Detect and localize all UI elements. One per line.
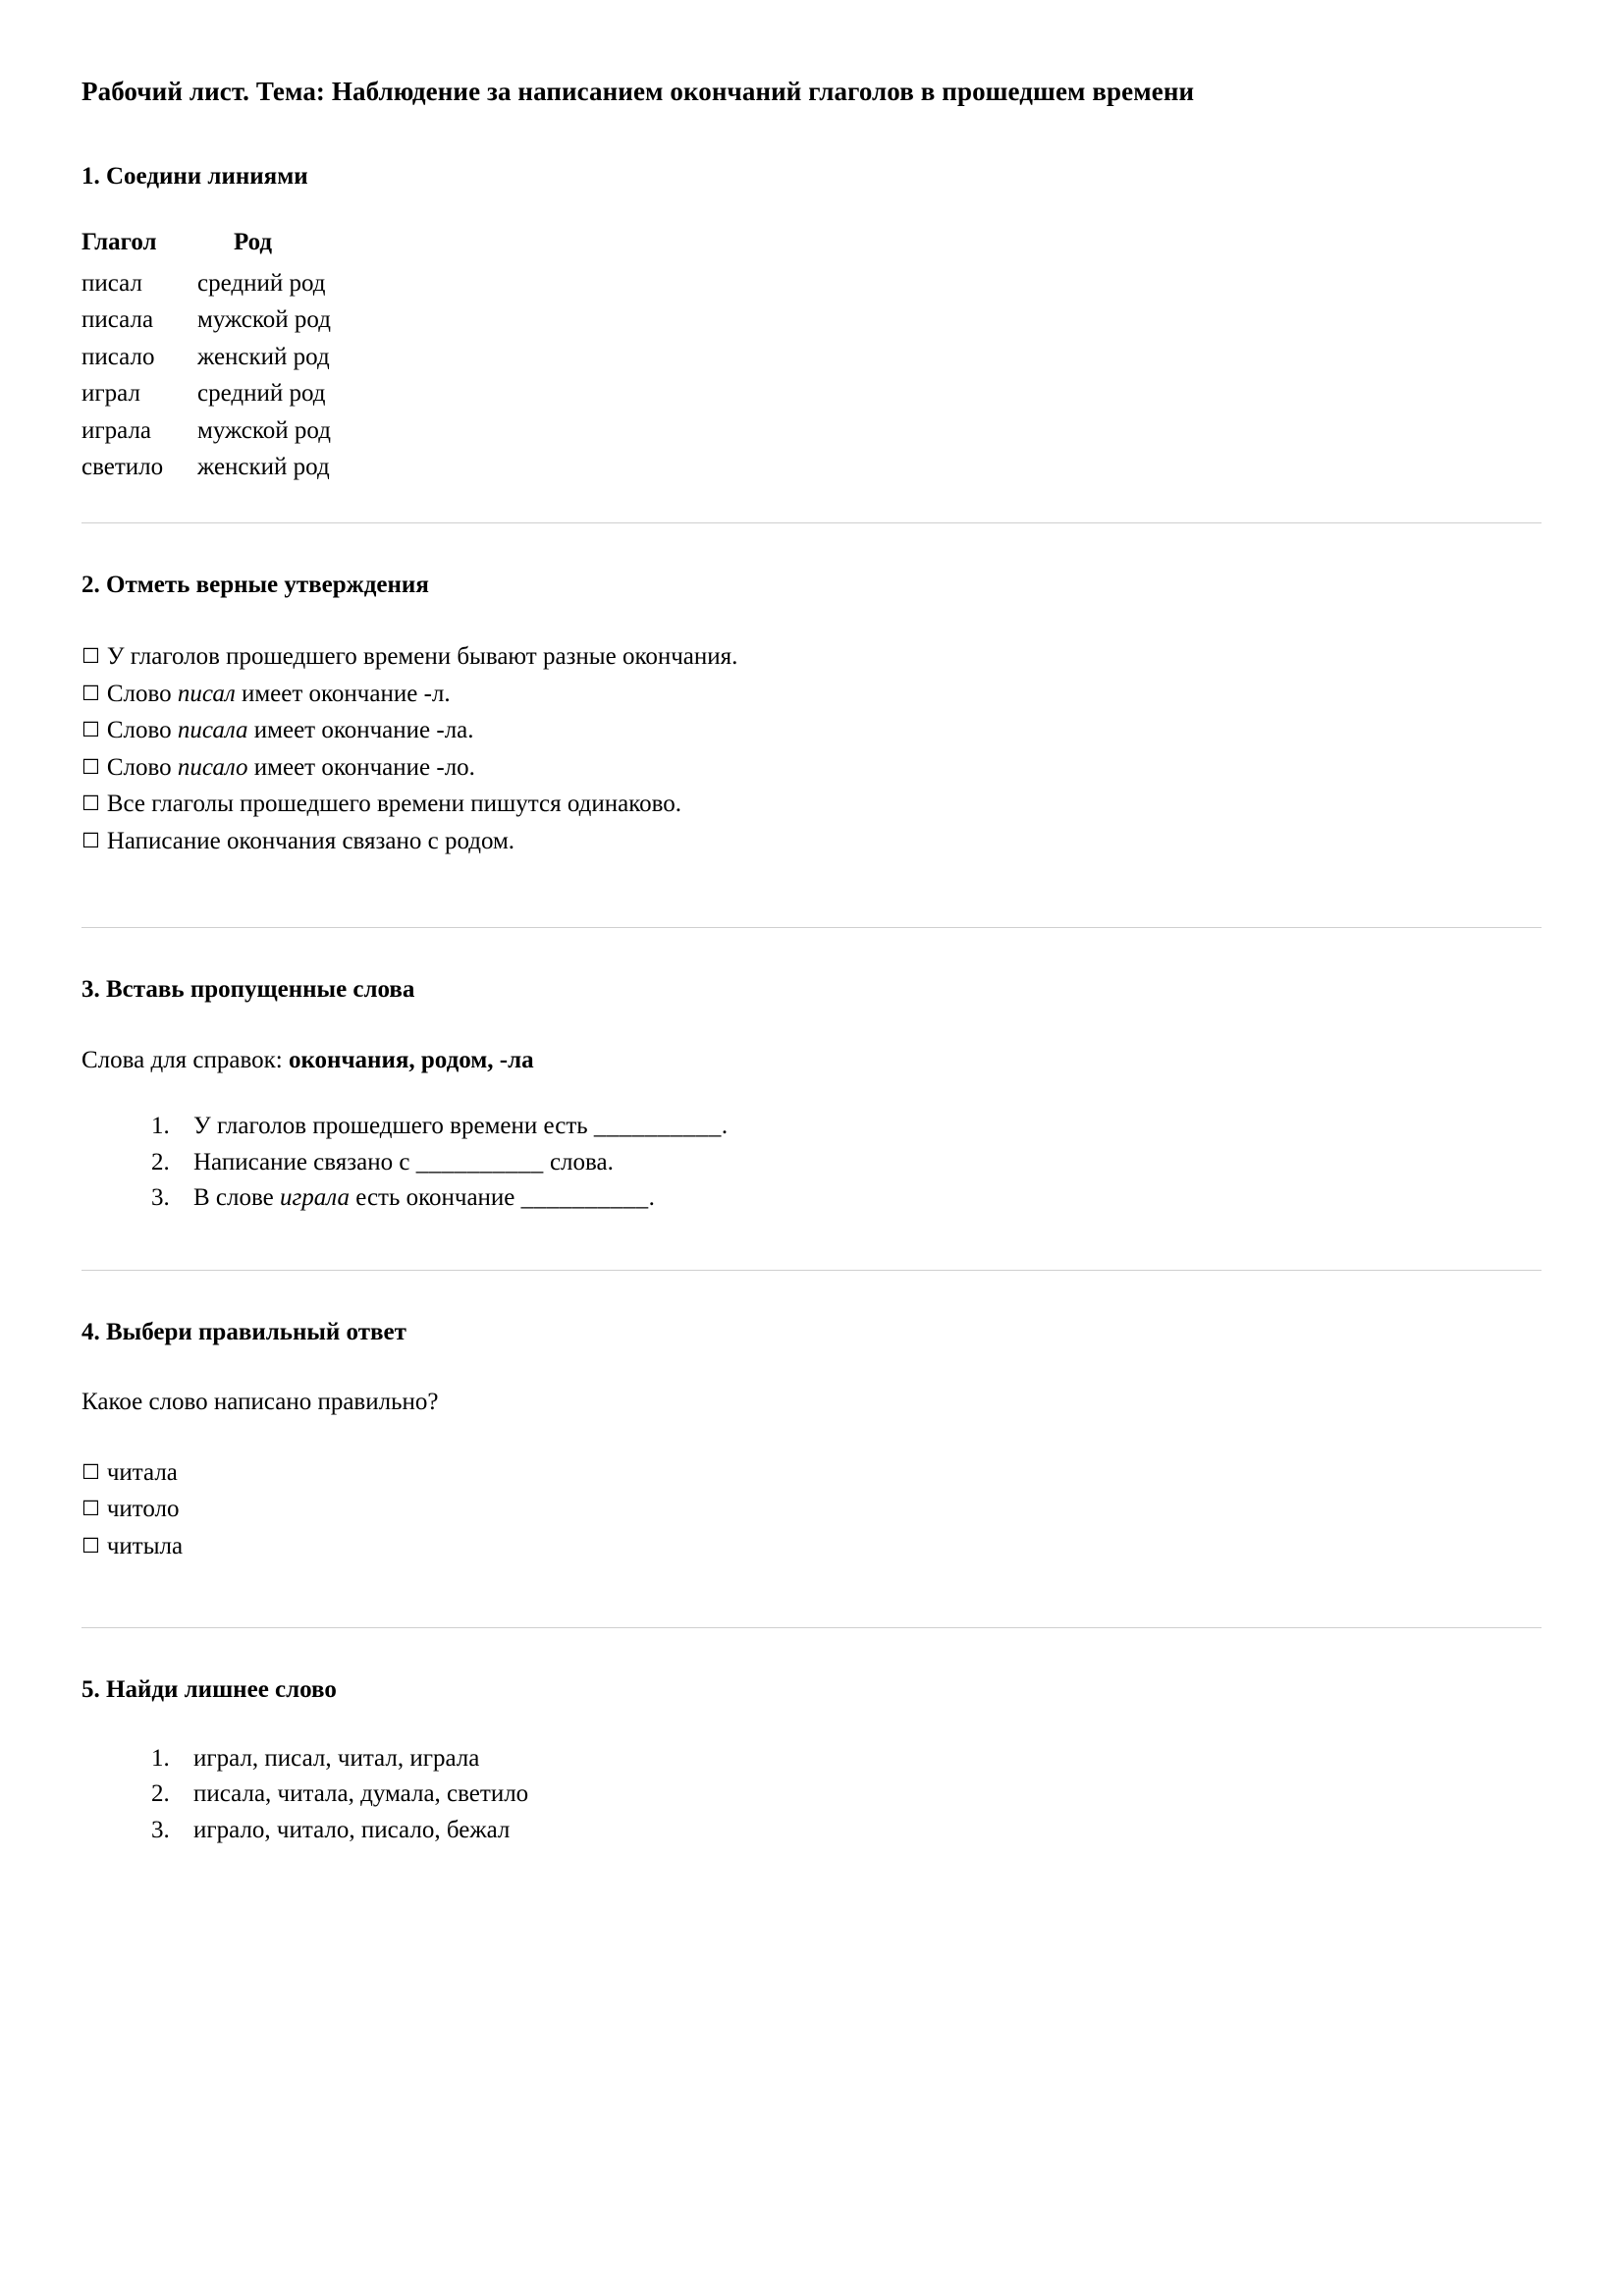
sentence-after: слова.	[543, 1148, 614, 1175]
checkbox-icon[interactable]: ☐	[81, 718, 100, 742]
statement-text-italic: писал	[177, 680, 236, 707]
checkbox-icon[interactable]: ☐	[81, 1497, 100, 1521]
list-item[interactable]	[176, 1109, 1542, 1144]
cell-verb[interactable]: играла	[81, 416, 152, 444]
sentence-italic: играла	[280, 1184, 350, 1212]
answer-blank[interactable]: __________	[415, 1148, 544, 1175]
checkbox-list-item[interactable]	[81, 1528, 1542, 1565]
option-label: читала	[106, 1458, 178, 1486]
table-row[interactable]	[81, 449, 331, 486]
task-4-option-list	[81, 1454, 1542, 1565]
statement-text-before: Все глаголы прошедшего времени пишутся одинаково.	[106, 791, 681, 818]
statement-text-before: Написание окончания связано с родом.	[106, 827, 515, 854]
checkbox-list-item[interactable]	[81, 638, 1542, 676]
table-header-row	[81, 229, 331, 265]
verb-gender-table	[81, 229, 331, 486]
page-title: Рабочий лист. Тема: Наблюдение за написанием окончаний глаголов в прошедшем времени	[81, 77, 1195, 106]
statement-text-italic: писало	[177, 753, 248, 781]
option-label: читыла	[106, 1532, 184, 1559]
checkbox-icon[interactable]: ☐	[81, 828, 100, 852]
statement-text-after: имеет окончание -ло.	[247, 753, 475, 781]
sentence-before: В слове	[193, 1184, 281, 1212]
cell-gender[interactable]: средний род	[197, 380, 326, 408]
list-item[interactable]: 2. писала, читала, думала, светило	[176, 1777, 1542, 1812]
task-3-fill-in-list	[81, 1109, 1542, 1216]
sentence-before: Написание связано с	[193, 1148, 416, 1175]
task-4-heading: 4. Выбери правильный ответ	[81, 1318, 406, 1345]
checkbox-list-item[interactable]	[81, 749, 1542, 787]
cell-verb[interactable]: играл	[81, 380, 140, 408]
cell-gender[interactable]: женский род	[197, 454, 330, 481]
checkbox-list-item[interactable]	[81, 676, 1542, 713]
section-task-3	[81, 928, 1542, 1271]
statement-text-after: имеет окончание -ла.	[247, 717, 474, 744]
reference-words-values: окончания, родом, -ла	[288, 1046, 534, 1073]
table-row[interactable]	[81, 339, 331, 376]
task-5-word-group-list	[81, 1741, 1542, 1848]
cell-verb[interactable]: писало	[81, 343, 155, 370]
list-item[interactable]: 3. играло, читало, писало, бежал	[176, 1813, 1542, 1848]
statement-text-before: Слово	[106, 753, 178, 781]
table-row[interactable]	[81, 375, 331, 412]
list-item[interactable]: 1. играл, писал, читал, играла	[176, 1741, 1542, 1777]
option-label: читоло	[106, 1496, 180, 1523]
sentence-after: .	[721, 1113, 729, 1140]
column-header-verb: Глагол	[81, 228, 157, 255]
sentence-after: .	[648, 1184, 655, 1212]
task-3-heading: 3. Вставь пропущенные слова	[81, 976, 415, 1004]
column-header-gender: Род	[234, 228, 273, 255]
statement-text-before: Слово	[106, 680, 178, 707]
answer-blank[interactable]: __________	[593, 1113, 722, 1140]
checkbox-list-item[interactable]	[81, 712, 1542, 749]
cell-verb[interactable]: светило	[81, 454, 164, 481]
cell-verb[interactable]: писала	[81, 306, 154, 334]
cell-gender[interactable]: мужской род	[197, 306, 331, 334]
statement-text-before: Слово	[106, 717, 178, 744]
section-task-1	[81, 109, 1542, 523]
task-4-question: Какое слово написано правильно?	[81, 1389, 439, 1416]
table-row[interactable]	[81, 265, 331, 302]
cell-gender[interactable]: женский род	[197, 343, 330, 370]
section-task-4	[81, 1271, 1542, 1629]
checkbox-icon[interactable]: ☐	[81, 1459, 100, 1484]
section-task-2	[81, 523, 1542, 929]
list-item[interactable]	[176, 1145, 1542, 1180]
task-2-statement-list	[81, 638, 1542, 859]
checkbox-icon[interactable]: ☐	[81, 792, 100, 816]
checkbox-icon[interactable]: ☐	[81, 681, 100, 705]
reference-words-label: Слова для справок:	[81, 1046, 289, 1073]
task-5-heading: 5. Найди лишнее слово	[81, 1676, 337, 1704]
answer-blank[interactable]: __________	[520, 1184, 649, 1212]
cell-gender[interactable]: мужской род	[197, 416, 331, 444]
checkbox-icon[interactable]: ☐	[81, 754, 100, 779]
sentence-before: У глаголов прошедшего времени есть	[193, 1113, 594, 1140]
section-task-5	[81, 1628, 1542, 1847]
sentence-mid: есть окончание	[349, 1184, 521, 1212]
checkbox-list-item[interactable]	[81, 786, 1542, 823]
task-1-heading: 1. Соедини линиями	[81, 163, 308, 191]
table-row[interactable]	[81, 301, 331, 339]
checkbox-icon[interactable]: ☐	[81, 644, 100, 669]
checkbox-list-item[interactable]	[81, 1491, 1542, 1528]
checkbox-list-item[interactable]	[81, 823, 1542, 860]
statement-text-before: У глаголов прошедшего времени бывают разные окончания.	[106, 643, 738, 671]
cell-gender[interactable]: средний род	[197, 269, 326, 297]
reference-words-line	[81, 1045, 1542, 1077]
task-2-heading: 2. Отметь верные утверждения	[81, 571, 429, 598]
list-item[interactable]	[176, 1180, 1542, 1216]
table-body	[81, 265, 331, 486]
table-row[interactable]	[81, 412, 331, 450]
checkbox-list-item[interactable]	[81, 1454, 1542, 1492]
statement-text-italic: писала	[177, 717, 248, 744]
statement-text-after: имеет окончание -л.	[235, 680, 451, 707]
cell-verb[interactable]: писал	[81, 269, 142, 297]
checkbox-icon[interactable]: ☐	[81, 1533, 100, 1558]
